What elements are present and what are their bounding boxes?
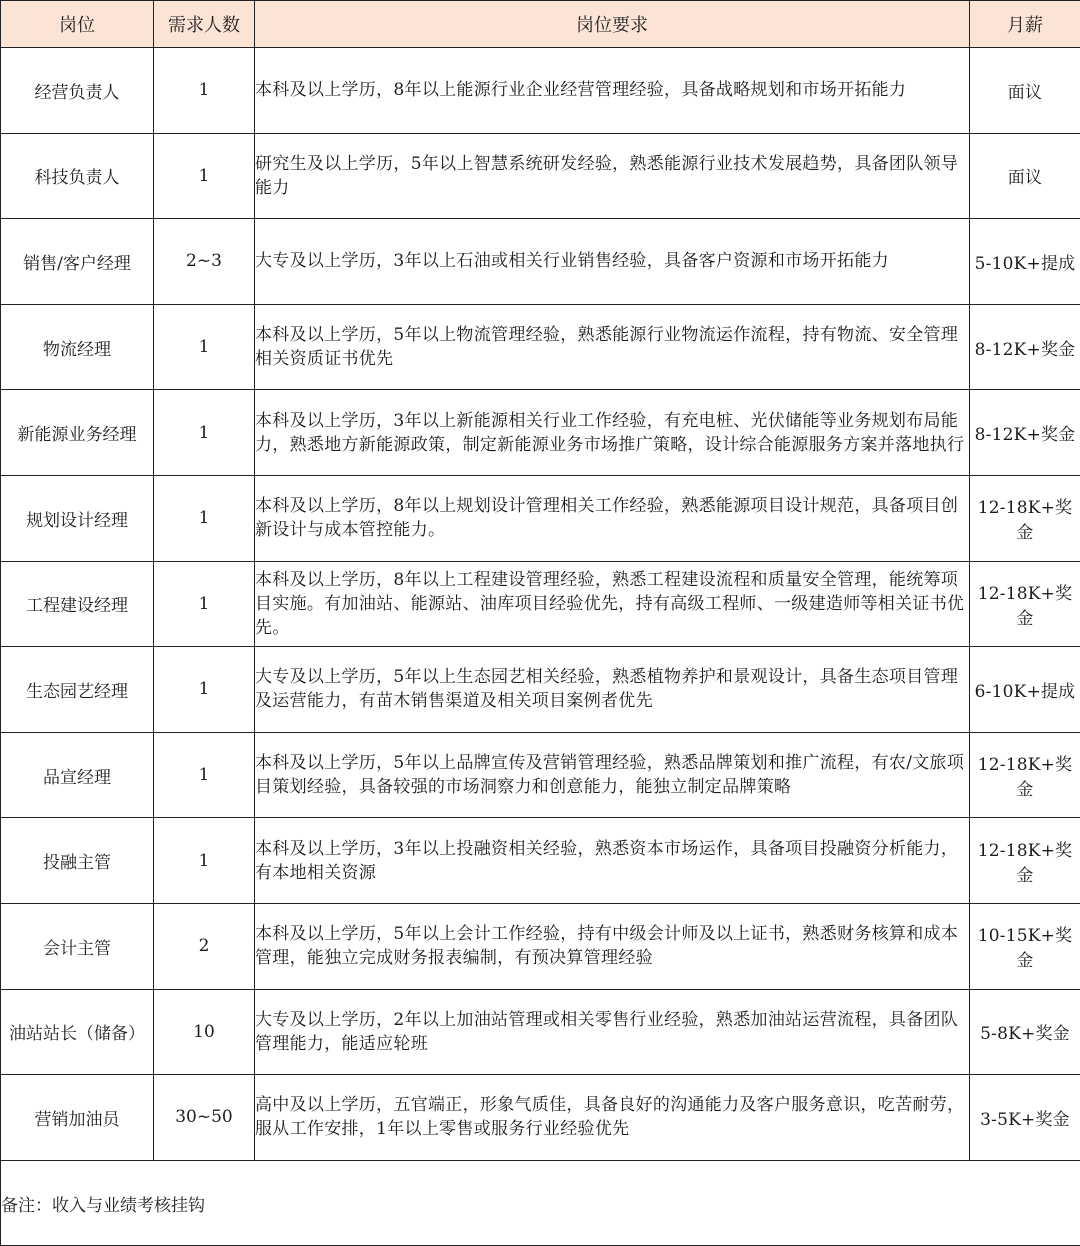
cell-count: 1 bbox=[154, 818, 255, 904]
cell-salary: 10-15K+奖金 bbox=[970, 903, 1080, 989]
cell-requirement: 本科及以上学历，3年以上投融资相关经验，熟悉资本市场运作，具备项目投融资分析能力，有本地相关资源 bbox=[255, 818, 970, 904]
table-row bbox=[1, 304, 1080, 390]
cell-requirement: 本科及以上学历，8年以上规划设计管理相关工作经验，熟悉能源项目设计规范，具备项目创新设计与成本管控能力。 bbox=[255, 475, 970, 561]
cell-requirement: 大专及以上学历，5年以上生态园艺相关经验，熟悉植物养护和景观设计，具备生态项目管理及运营能力，有苗木销售渠道及相关项目案例者优先 bbox=[255, 647, 970, 733]
table-row bbox=[1, 818, 1080, 904]
cell-position: 规划设计经理 bbox=[1, 475, 154, 561]
cell-requirement: 本科及以上学历，5年以上会计工作经验，持有中级会计师及以上证书，熟悉财务核算和成本管理，能独立完成财务报表编制，有预决算管理经验 bbox=[255, 903, 970, 989]
cell-salary: 面议 bbox=[970, 133, 1080, 219]
table-row bbox=[1, 989, 1080, 1075]
cell-count: 1 bbox=[154, 304, 255, 390]
header-requirement: 岗位要求 bbox=[255, 1, 970, 48]
cell-count: 1 bbox=[154, 133, 255, 219]
cell-salary: 12-18K+奖金 bbox=[970, 561, 1080, 647]
cell-count: 1 bbox=[154, 390, 255, 476]
cell-salary: 12-18K+奖金 bbox=[970, 732, 1080, 818]
cell-requirement: 大专及以上学历，3年以上石油或相关行业销售经验，具备客户资源和市场开拓能力 bbox=[255, 219, 970, 305]
table-row bbox=[1, 48, 1080, 134]
table-row bbox=[1, 647, 1080, 733]
cell-salary: 12-18K+奖金 bbox=[970, 475, 1080, 561]
cell-requirement: 研究生及以上学历，5年以上智慧系统研发经验，熟悉能源行业技术发展趋势，具备团队领导能力 bbox=[255, 133, 970, 219]
table-body bbox=[1, 48, 1080, 1246]
cell-position: 投融主管 bbox=[1, 818, 154, 904]
table-row bbox=[1, 390, 1080, 476]
cell-count: 1 bbox=[154, 475, 255, 561]
cell-position: 营销加油员 bbox=[1, 1075, 154, 1161]
cell-count: 30~50 bbox=[154, 1075, 255, 1161]
header-salary: 月薪 bbox=[970, 1, 1080, 48]
note-text: 备注：收入与业绩考核挂钩 bbox=[1, 1160, 1080, 1246]
cell-salary: 5-10K+提成 bbox=[970, 219, 1080, 305]
header-position: 岗位 bbox=[1, 1, 154, 48]
cell-count: 1 bbox=[154, 647, 255, 733]
cell-salary: 3-5K+奖金 bbox=[970, 1075, 1080, 1161]
cell-position: 物流经理 bbox=[1, 304, 154, 390]
header-count: 需求人数 bbox=[154, 1, 255, 48]
cell-position: 品宣经理 bbox=[1, 732, 154, 818]
cell-count: 1 bbox=[154, 561, 255, 647]
note-row bbox=[1, 1160, 1080, 1246]
cell-salary: 8-12K+奖金 bbox=[970, 304, 1080, 390]
cell-position: 油站站长（储备） bbox=[1, 989, 154, 1075]
cell-count: 10 bbox=[154, 989, 255, 1075]
cell-position: 销售/客户经理 bbox=[1, 219, 154, 305]
cell-salary: 6-10K+提成 bbox=[970, 647, 1080, 733]
cell-count: 2 bbox=[154, 903, 255, 989]
cell-count: 2~3 bbox=[154, 219, 255, 305]
cell-salary: 12-18K+奖金 bbox=[970, 818, 1080, 904]
cell-requirement: 本科及以上学历，5年以上物流管理经验，熟悉能源行业物流运作流程，持有物流、安全管理相关资质证书优先 bbox=[255, 304, 970, 390]
cell-requirement: 高中及以上学历，五官端正，形象气质佳，具备良好的沟通能力及客户服务意识，吃苦耐劳，服从工作安排，1年以上零售或服务行业经验优先 bbox=[255, 1075, 970, 1161]
table-row bbox=[1, 1075, 1080, 1161]
table-row bbox=[1, 219, 1080, 305]
cell-requirement: 本科及以上学历，5年以上品牌宣传及营销管理经验，熟悉品牌策划和推广流程，有农/文旅项目策划经验，具备较强的市场洞察力和创意能力，能独立制定品牌策略 bbox=[255, 732, 970, 818]
cell-count: 1 bbox=[154, 732, 255, 818]
table-row bbox=[1, 732, 1080, 818]
cell-position: 生态园艺经理 bbox=[1, 647, 154, 733]
cell-salary: 8-12K+奖金 bbox=[970, 390, 1080, 476]
table-header-row bbox=[1, 1, 1080, 48]
cell-position: 会计主管 bbox=[1, 903, 154, 989]
cell-position: 新能源业务经理 bbox=[1, 390, 154, 476]
cell-count: 1 bbox=[154, 48, 255, 134]
cell-requirement: 大专及以上学历，2年以上加油站管理或相关零售行业经验，熟悉加油站运营流程，具备团队管理能力，能适应轮班 bbox=[255, 989, 970, 1075]
cell-position: 工程建设经理 bbox=[1, 561, 154, 647]
cell-position: 科技负责人 bbox=[1, 133, 154, 219]
cell-salary: 5-8K+奖金 bbox=[970, 989, 1080, 1075]
table-row bbox=[1, 475, 1080, 561]
cell-salary: 面议 bbox=[970, 48, 1080, 134]
cell-requirement: 本科及以上学历，3年以上新能源相关行业工作经验，有充电桩、光伏储能等业务规划布局能力，熟悉地方新能源政策，制定新能源业务市场推广策略，设计综合能源服务方案并落地执行 bbox=[255, 390, 970, 476]
table-row bbox=[1, 561, 1080, 647]
table-row bbox=[1, 903, 1080, 989]
cell-position: 经营负责人 bbox=[1, 48, 154, 134]
table-row bbox=[1, 133, 1080, 219]
cell-requirement: 本科及以上学历，8年以上工程建设管理经验，熟悉工程建设流程和质量安全管理，能统筹项目实施。有加油站、能源站、油库项目经验优先，持有高级工程师、一级建造师等相关证书优先。 bbox=[255, 561, 970, 647]
cell-requirement: 本科及以上学历，8年以上能源行业企业经营管理经验，具备战略规划和市场开拓能力 bbox=[255, 48, 970, 134]
